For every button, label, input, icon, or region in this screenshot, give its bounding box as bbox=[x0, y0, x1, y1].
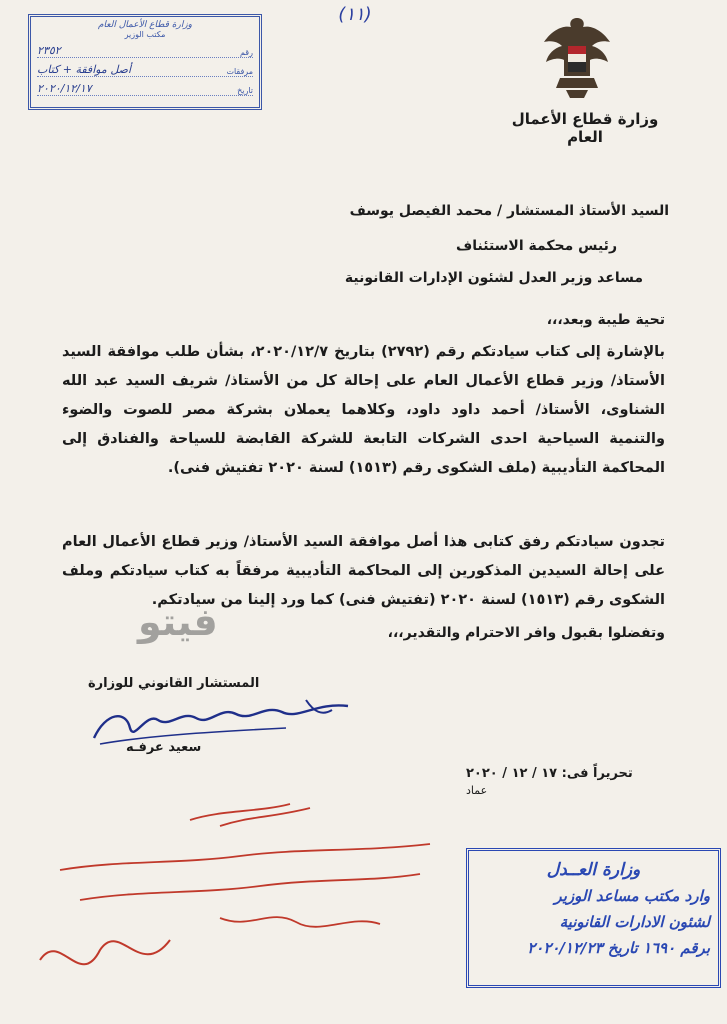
closing-line: وتفضلوا بقبول وافر الاحترام والتقدير،،، bbox=[387, 625, 665, 641]
watermark-logo: فيتو bbox=[138, 600, 218, 644]
addressee-line: السيد الأستاذ المستشار / محمد الفيصل يوسف bbox=[349, 203, 669, 219]
body-paragraph-1: بالإشارة إلى كتاب سيادتكم رقم (٢٧٩٢) بتاريخ ٢٠٢٠/١٢/٧، بشأن طلب موافقة السيد الأستاذ/ وزير قطاع الأعمال العام على إحالة كل من الأستاذ/ شريف السيد عبد الله الشناوى، الأستاذ/ أحمد داود داود، وكلاهما يعملان بشركة مصر للصوت والضوء والتنمية السياحية احدى الشركات التابعة للشركة القابضة للسياحة والفنادق إلى المحاكمة التأديبية (ملف الشكوى رقم (١٥١٣) لسنة ٢٠٢٠ تفتيش فنى). bbox=[62, 344, 666, 476]
stamp-row-label: رقم bbox=[239, 48, 253, 57]
stamp-bottom-line: وارد مكتب مساعد الوزير bbox=[554, 887, 710, 905]
stamp-row-value: أصل موافقة + كتاب bbox=[37, 63, 132, 76]
stamp-top-row bbox=[37, 41, 253, 58]
stamp-row-value: ٢٠٢٠/١٢/١٧ bbox=[37, 82, 92, 95]
greeting: تحية طيبة وبعد،،، bbox=[546, 312, 665, 328]
stamp-top-row bbox=[37, 60, 253, 77]
issue-date: تحريراً فى: ١٧ / ١٢ / ٢٠٢٠ bbox=[466, 766, 633, 781]
stamp-top-row bbox=[37, 79, 253, 96]
stamp-row-value: ٢٣٥٢ bbox=[37, 44, 61, 57]
eagle-emblem-icon bbox=[538, 12, 616, 100]
addressee-title: رئيس محكمة الاستئناف bbox=[456, 238, 617, 254]
incoming-stamp-top bbox=[28, 14, 262, 110]
stamp-bottom-line: برقم ١٦٩٠ تاريخ ٢٠٢٠/١٢/٢٣ bbox=[527, 939, 710, 957]
stamp-bottom-line: وزارة العــدل bbox=[546, 860, 641, 880]
stamp-row-label: تاريخ bbox=[237, 86, 253, 95]
ministry-name: وزارة قطاع الأعمال العام bbox=[511, 110, 659, 146]
stamp-bottom-line: لشئون الادارات القانونية bbox=[559, 913, 710, 931]
stamp-top-header: وزارة قطاع الأعمال العام bbox=[97, 20, 193, 30]
page-number: (١١) bbox=[338, 4, 372, 25]
body-paragraph-2: تجدون سيادتكم رفق كتابى هذا أصل موافقة السيد الأستاذ/ وزير قطاع الأعمال العام على إحالة السيدين المذكورين إلى المحاكمة التأديبية مرفقاً به كتاب سيادتكم وملف الشكوى رقم (١٥١٣) لسنة ٢٠٢٠ (تفتيش فنى) كما ورد إلينا من سيادتكم. bbox=[62, 534, 665, 608]
typist-initial: عماد bbox=[466, 784, 488, 797]
stamp-row-label: مرفقات bbox=[226, 67, 253, 76]
signature-title: المستشار القانوني للوزارة bbox=[88, 676, 260, 691]
addressee-role: مساعد وزير العدل لشئون الإدارات القانونية bbox=[344, 270, 643, 286]
signer-name: سعيد عرفـه bbox=[126, 740, 202, 755]
incoming-stamp-bottom bbox=[466, 848, 721, 988]
handwritten-note-icon bbox=[20, 790, 450, 1010]
stamp-top-sub: مكتب الوزير bbox=[124, 30, 166, 39]
